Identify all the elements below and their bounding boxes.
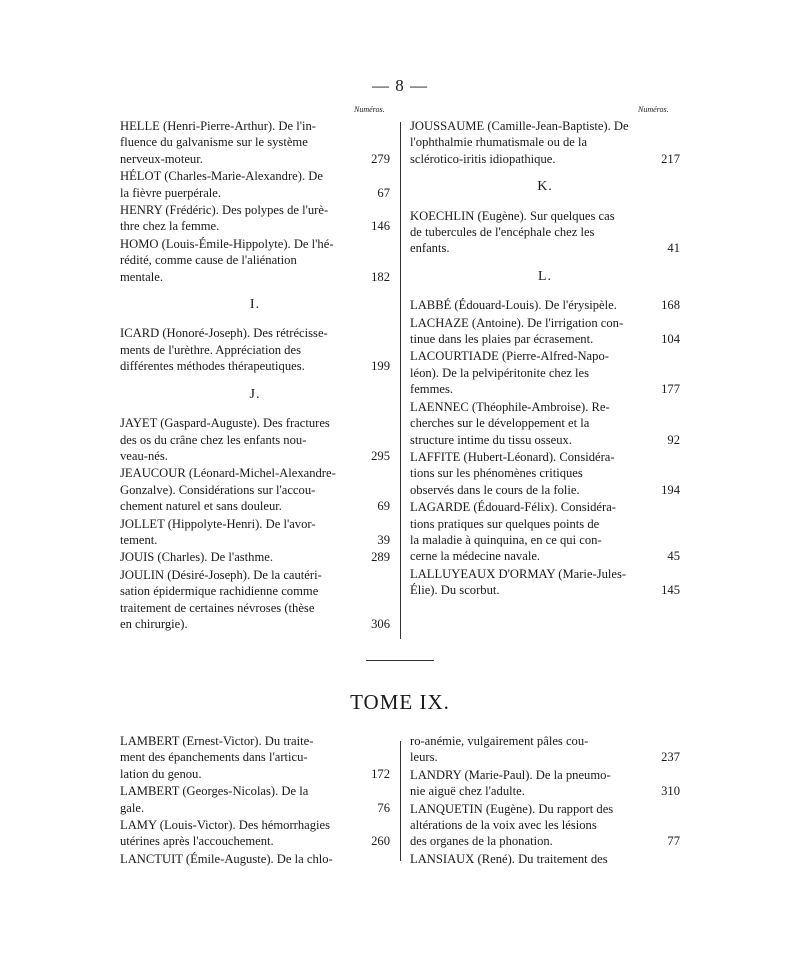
entry-number: 41 [667, 241, 680, 256]
index-entry [410, 801, 680, 850]
entry-last-line [120, 532, 390, 548]
entry-number: 67 [377, 185, 390, 200]
entry-last-line [120, 218, 390, 234]
entry-number [654, 851, 680, 867]
entry-line: cherches sur le développement et la [410, 416, 590, 431]
entry-number: 39 [377, 532, 390, 547]
entry-last-text: tement. [120, 532, 158, 547]
entry-last-text: utérines après l'accouchement. [120, 834, 274, 849]
entry-line: des os du crâne chez les enfants nou- [120, 432, 307, 447]
entry-last-text: thre chez la femme. [120, 219, 220, 234]
index-entry [410, 767, 680, 800]
entry-last-line [410, 548, 680, 564]
entry-line: ro-anémie, vulgairement pâles cou- [410, 734, 589, 748]
entry-last-text: en chirurgie). [120, 616, 188, 631]
entry-number [364, 851, 390, 867]
index-entry [410, 315, 680, 348]
entry-line: KOECHLIN (Eugène). Sur quelques cas [410, 208, 615, 223]
entry-last-text: sclérotico-iritis idiopathique. [410, 151, 556, 166]
index-entry [120, 465, 390, 514]
index-entry [120, 516, 390, 549]
entry-number: 69 [377, 499, 390, 514]
entry-last-text: mentale. [120, 269, 164, 284]
entries-k [410, 208, 680, 257]
entry-last-line [410, 151, 680, 167]
entry-number: 279 [371, 151, 390, 166]
entry-last-text: Élie). Du scorbut. [410, 583, 500, 598]
entry-line: LANQUETIN (Eugène). Du rapport des [410, 801, 614, 816]
entry-number: 217 [661, 151, 680, 166]
entry-line: HENRY (Frédéric). Des polypes de l'urè- [120, 203, 329, 218]
entry-last-text: gale. [120, 800, 145, 815]
index-entry [120, 733, 390, 782]
entry-line: ICARD (Honoré-Joseph). Des rétrécisse- [120, 326, 328, 341]
entry-line: ments de l'urèthre. Appréciation des [120, 342, 301, 357]
entry-number: 310 [661, 784, 680, 799]
column-left-top [120, 118, 390, 633]
index-entry [410, 499, 680, 565]
entry-line: de tubercules de l'encéphale chez les [410, 225, 595, 240]
index-entry [120, 202, 390, 235]
entry-last-text: observés dans le cours de la folie. [410, 482, 580, 497]
page-number: — 8 — [372, 76, 428, 95]
entry-number: 237 [661, 750, 680, 765]
entry-line: LAMBERT (Georges-Nicolas). De la [120, 784, 309, 799]
entry-number: 92 [667, 432, 680, 447]
entry-line: LAMY (Louis-Victor). Des hémorrhagies [120, 818, 331, 833]
index-entry [410, 348, 680, 397]
column-divider-top [400, 122, 401, 639]
entry-last-line [410, 783, 680, 799]
entry-line: léon). De la pelvipéritonite chez les [410, 365, 590, 380]
entry-line: LACHAZE (Antoine). De l'irrigation con- [410, 315, 624, 330]
entry-last-line [410, 749, 680, 765]
index-entry [410, 118, 680, 167]
entry-number: 306 [371, 616, 390, 631]
entry-last-line [120, 358, 390, 374]
entry-number: 194 [661, 482, 680, 497]
entry-line: tions sur les phénomènes critiques [410, 466, 583, 481]
index-entry [120, 549, 390, 565]
index-entry [410, 566, 680, 599]
entry-line: LAMBERT (Ernest-Victor). Du traite- [120, 734, 314, 748]
entry-line: LALLUYEAUX D'ORMAY (Marie-Jules- [410, 566, 627, 581]
entry-line: LAFFITE (Hubert-Léonard). Considéra- [410, 449, 615, 464]
entries-j [120, 415, 390, 632]
entry-number: 76 [377, 800, 390, 815]
index-entry [120, 567, 390, 633]
entry-line: ment des épanchements dans l'articu- [120, 750, 308, 765]
entry-last-text: nie aiguë chez l'adulte. [410, 784, 525, 799]
index-entry [120, 415, 390, 464]
entry-last-text: veau-nés. [120, 448, 168, 463]
entry-last-line [410, 582, 680, 598]
entry-last-line [410, 381, 680, 397]
entry-last-text: la fièvre puerpérale. [120, 185, 222, 200]
letter-heading-l: L. [537, 268, 553, 284]
entry-line: JOULIN (Désiré-Joseph). De la cautéri- [120, 567, 322, 582]
entry-number: 45 [667, 549, 680, 564]
index-entry [120, 817, 390, 850]
entry-line: altérations de la voix avec les lésions [410, 818, 597, 833]
entry-number: 145 [661, 583, 680, 598]
column-right-bottom [410, 733, 680, 868]
index-entry [410, 399, 680, 448]
column-divider-bottom [400, 741, 401, 861]
entry-last-text: LABBÉ (Édouard-Louis). De l'érysipèle. [410, 298, 617, 313]
entry-last-line [120, 616, 390, 632]
entry-line: HOMO (Louis-Émile-Hippolyte). De l'hé- [120, 236, 334, 251]
entry-line: la maladie à quinquina, en ce qui con- [410, 532, 602, 547]
entry-last-text: nerveux-moteur. [120, 151, 203, 166]
entry-number: 182 [371, 269, 390, 284]
tome-title: TOME IX. [350, 690, 450, 714]
entry-last-line [120, 448, 390, 464]
entries-h [120, 118, 390, 285]
entry-last-text: LANSIAUX (René). Du traitement des [410, 851, 608, 866]
entry-number: 199 [371, 359, 390, 374]
letter-heading-j: J. [249, 386, 261, 402]
entry-last-line [120, 800, 390, 816]
entry-line: LAENNEC (Théophile-Ambroise). Re- [410, 399, 610, 414]
entry-number: 260 [371, 834, 390, 849]
index-entry [410, 449, 680, 498]
index-entry [120, 168, 390, 201]
numeros-header-right: Numéros. [638, 105, 669, 114]
entry-last-text: structure intime du tissu osseux. [410, 432, 572, 447]
entry-last-line [410, 851, 680, 867]
section-rule [366, 660, 434, 661]
entries-l [410, 297, 680, 598]
entry-last-line [120, 269, 390, 285]
entry-line: Gonzalve). Considérations sur l'accou- [120, 482, 316, 497]
entry-number: 77 [667, 834, 680, 849]
entry-line: tions pratiques sur quelques points de [410, 516, 600, 531]
entry-number: 177 [661, 382, 680, 397]
entry-line: LAGARDE (Édouard-Félix). Considéra- [410, 500, 617, 515]
index-entry [120, 325, 390, 374]
column-right-top [410, 118, 680, 600]
entries-i [120, 325, 390, 374]
entry-last-line [410, 331, 680, 347]
entry-line: JEAUCOUR (Léonard-Michel-Alexandre- [120, 466, 336, 481]
entry-last-line [410, 240, 680, 256]
index-entry [410, 851, 680, 867]
index-entry [120, 118, 390, 167]
entry-last-line [120, 833, 390, 849]
entry-last-text: leurs. [410, 750, 438, 765]
entry-last-line [410, 833, 680, 849]
index-entry [120, 851, 390, 867]
numeros-header-left: Numéros. [354, 105, 385, 114]
entry-last-line [120, 766, 390, 782]
entry-line: traitement de certaines névroses (thèse [120, 600, 315, 615]
index-entry [410, 208, 680, 257]
entry-number: 104 [661, 332, 680, 347]
letter-heading-i: I. [249, 297, 261, 313]
entries-tome-left [120, 733, 390, 867]
entry-line: HÉLOT (Charles-Marie-Alexandre). De [120, 169, 323, 184]
entry-number: 168 [661, 298, 680, 313]
entry-line: JOLLET (Hippolyte-Henri). De l'avor- [120, 516, 316, 531]
entry-last-text: femmes. [410, 382, 454, 397]
entry-last-text: chement naturel et sans douleur. [120, 499, 282, 514]
entry-line: JOUSSAUME (Camille-Jean-Baptiste). De [410, 119, 629, 133]
entry-last-line [120, 851, 390, 867]
entry-last-line [410, 432, 680, 448]
entry-line: HELLE (Henri-Pierre-Arthur). De l'in- [120, 119, 316, 133]
index-entry [410, 297, 680, 313]
index-entry [120, 783, 390, 816]
entries-j-cont [410, 118, 680, 167]
entry-last-line [120, 549, 390, 565]
entry-line: l'ophthalmie rhumatismale ou de la [410, 135, 588, 150]
entry-last-line [410, 482, 680, 498]
entry-number: 289 [371, 550, 390, 565]
entry-last-text: LANCTUIT (Émile-Auguste). De la chlo- [120, 851, 333, 866]
entry-last-text: lation du genou. [120, 766, 202, 781]
entry-last-line [120, 151, 390, 167]
entries-tome-right [410, 733, 680, 867]
entry-last-line [120, 185, 390, 201]
entry-last-line [120, 498, 390, 514]
entry-line: rédité, comme cause de l'aliénation [120, 253, 297, 268]
entry-line: LACOURTIADE (Pierre-Alfred-Napo- [410, 349, 609, 364]
entry-line: LANDRY (Marie-Paul). De la pneumo- [410, 767, 611, 782]
entry-last-text: des organes de la phonation. [410, 834, 553, 849]
entry-last-text: cerne la médecine navale. [410, 549, 541, 564]
entry-line: fluence du galvanisme sur le système [120, 135, 308, 150]
letter-heading-k: K. [537, 179, 553, 195]
entry-number: 295 [371, 448, 390, 463]
entry-last-text: JOUIS (Charles). De l'asthme. [120, 550, 274, 565]
entry-number: 172 [371, 766, 390, 781]
entry-last-line [410, 297, 680, 313]
index-entry [410, 733, 680, 766]
entry-line: JAYET (Gaspard-Auguste). Des fractures [120, 416, 330, 431]
entry-last-text: différentes méthodes thérapeutiques. [120, 359, 305, 374]
entry-line: sation épidermique rachidienne comme [120, 584, 319, 599]
entry-last-text: enfants. [410, 241, 450, 256]
entry-last-text: tinue dans les plaies par écrasement. [410, 332, 594, 347]
index-entry [120, 236, 390, 285]
entry-number: 146 [371, 219, 390, 234]
column-left-bottom [120, 733, 390, 868]
